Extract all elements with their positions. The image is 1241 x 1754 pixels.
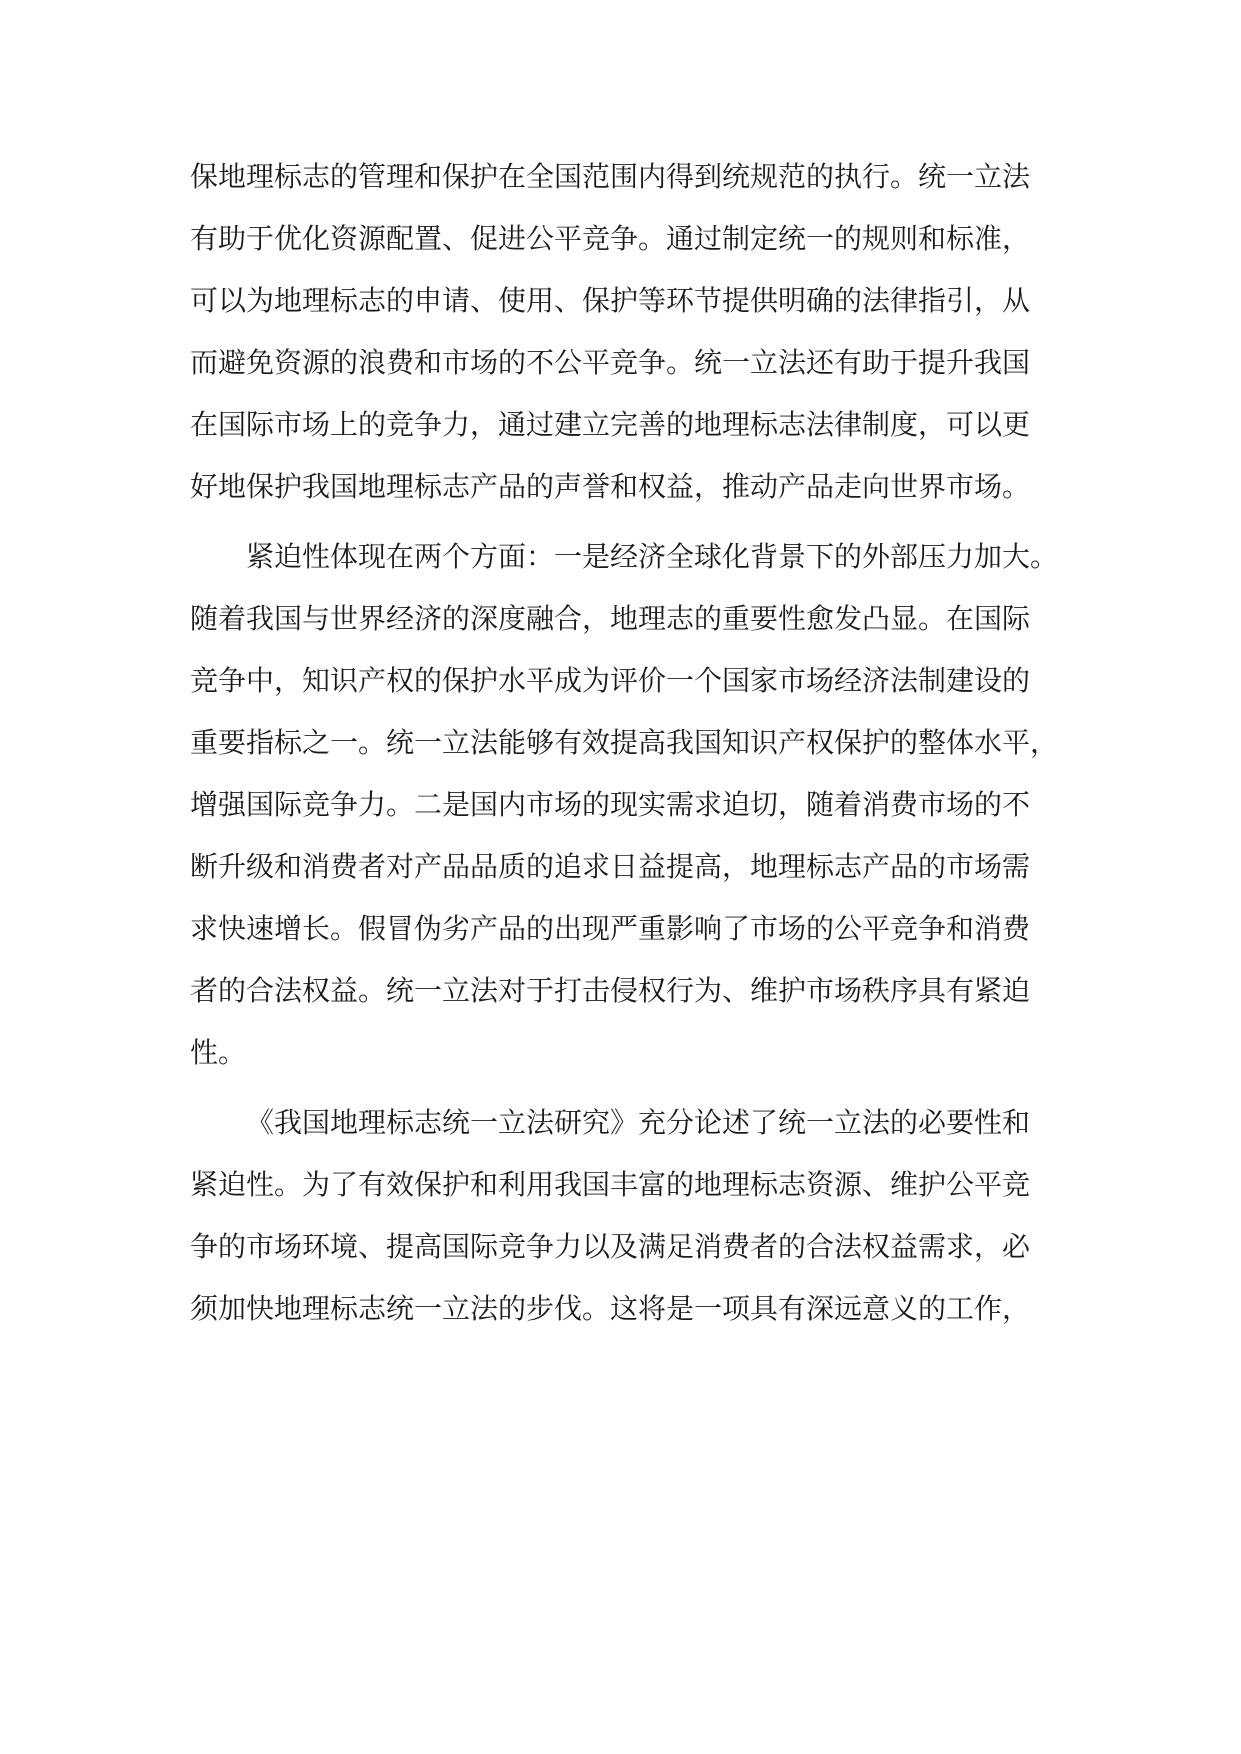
text-line: 紧迫性。为了有效保护和利用我国丰富的地理标志资源、维护公平竞	[190, 1168, 1031, 1201]
text-line: 断升级和消费者对产品品质的追求日益提高，地理标志产品的市场需	[190, 850, 1031, 883]
text-line: 求快速增长。假冒伪劣产品的出现严重影响了市场的公平竞争和消费	[190, 912, 1031, 945]
text-line-first: 紧迫性体现在两个方面：一是经济全球化背景下的外部压力加大。	[246, 540, 1059, 573]
text-line: 随着我国与世界经济的深度融合，地理志的重要性愈发凸显。在国际	[190, 602, 1031, 635]
text-line: 而避免资源的浪费和市场的不公平竞争。统一立法还有助于提升我国	[190, 346, 1031, 379]
text-line: 者的合法权益。统一立法对于打击侵权行为、维护市场秩序具有紧迫	[190, 974, 1031, 1007]
body-text	[190, 146, 1060, 1340]
paragraph-1	[190, 146, 1060, 518]
paragraph-gap	[190, 1084, 1060, 1092]
paragraph-3	[190, 1092, 1060, 1340]
text-line: 争的市场环境、提高国际竞争力以及满足消费者的合法权益需求，必	[190, 1230, 1031, 1263]
text-line-first: 《我国地理标志统一立法研究》充分论述了统一立法的必要性和	[246, 1106, 1031, 1139]
text-line: 须加快地理标志统一立法的步伐。这将是一项具有深远意义的工作，	[190, 1292, 1031, 1325]
text-line: 保地理标志的管理和保护在全国范围内得到统规范的执行。统一立法	[190, 160, 1031, 193]
text-line: 在国际市场上的竞争力，通过建立完善的地理标志法律制度，可以更	[190, 408, 1031, 441]
text-line: 好地保护我国地理标志产品的声誉和权益，推动产品走向世界市场。	[190, 470, 1031, 503]
paragraph-2	[190, 526, 1060, 1084]
text-line: 增强国际竞争力。二是国内市场的现实需求迫切，随着消费市场的不	[190, 788, 1031, 821]
text-line: 竞争中，知识产权的保护水平成为评价一个国家市场经济法制建设的	[190, 664, 1031, 697]
text-line: 有助于优化资源配置、促进公平竞争。通过制定统一的规则和标准，	[190, 222, 1031, 255]
text-line: 可以为地理标志的申请、使用、保护等环节提供明确的法律指引，从	[190, 284, 1031, 317]
paragraph-gap	[190, 518, 1060, 526]
text-line: 重要指标之一。统一立法能够有效提高我国知识产权保护的整体水平，	[190, 726, 1059, 759]
text-line: 性。	[190, 1036, 247, 1069]
